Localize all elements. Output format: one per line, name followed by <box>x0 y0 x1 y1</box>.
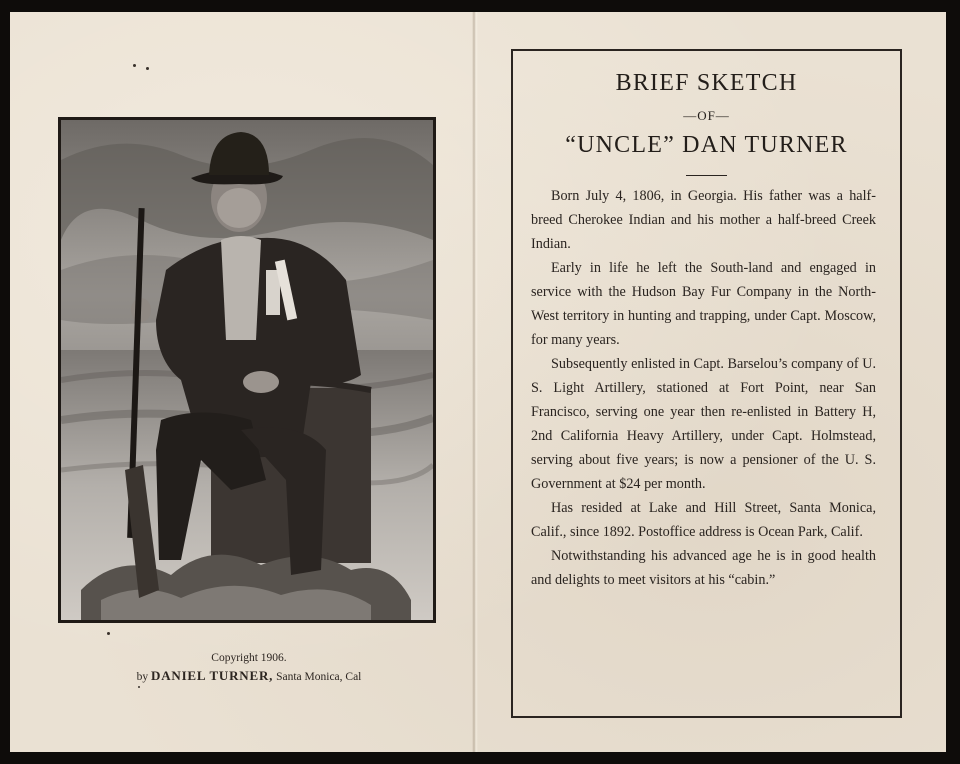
photo-caption <box>60 650 438 686</box>
paper-speck <box>107 632 110 635</box>
center-fold <box>472 12 478 752</box>
paragraph-residence: Has resided at Lake and Hill Street, Santa Monica, Calif., since 1892. Postoffice address is Ocean Park, Calif. <box>531 500 876 540</box>
heading-brief-sketch: BRIEF SKETCH <box>615 70 798 96</box>
copyright-line: Copyright 1906. <box>211 652 287 664</box>
portrait-photograph <box>58 117 436 623</box>
paper-speck <box>133 64 136 67</box>
heading-subject-name: “UNCLE” DAN TURNER <box>565 132 848 158</box>
biography-text <box>531 184 876 592</box>
paragraph-closing: Notwithstanding his advanced age he is in good health and delights to meet visitors at his “cabin.” <box>531 548 876 588</box>
paragraph-early-life: Early in life he left the South-land and engaged in service with the Hudson Bay Fur Company in the North-West territory in hunting and trapping, under Capt. Moscow, for many years. <box>531 260 876 348</box>
paragraph-birth: Born July 4, 1806, in Georgia. His father was a half-breed Cherokee Indian and his mother a half-breed Creek Indian. <box>531 188 876 252</box>
portrait-image <box>61 120 433 620</box>
byline-place: Santa Monica, Cal <box>276 671 362 683</box>
paragraph-military-service: Subsequently enlisted in Capt. Barselou’s company of U. S. Light Artillery, stationed at Fort Point, near San Francisco, serving one year then re-enlisted in Battery H, 2nd California Heavy Artillery, under Capt. Holmstead, serving about five years; is now a pensioner of the U. S. Government at $24 per month. <box>531 356 876 492</box>
photographer-name: DANIEL TURNER, <box>151 668 274 683</box>
heading-rule <box>686 175 727 176</box>
paper-speck <box>138 686 140 688</box>
byline-by: by <box>136 671 149 683</box>
heading-of: —OF— <box>683 108 730 123</box>
paper-speck <box>146 67 149 70</box>
byline <box>60 667 438 686</box>
